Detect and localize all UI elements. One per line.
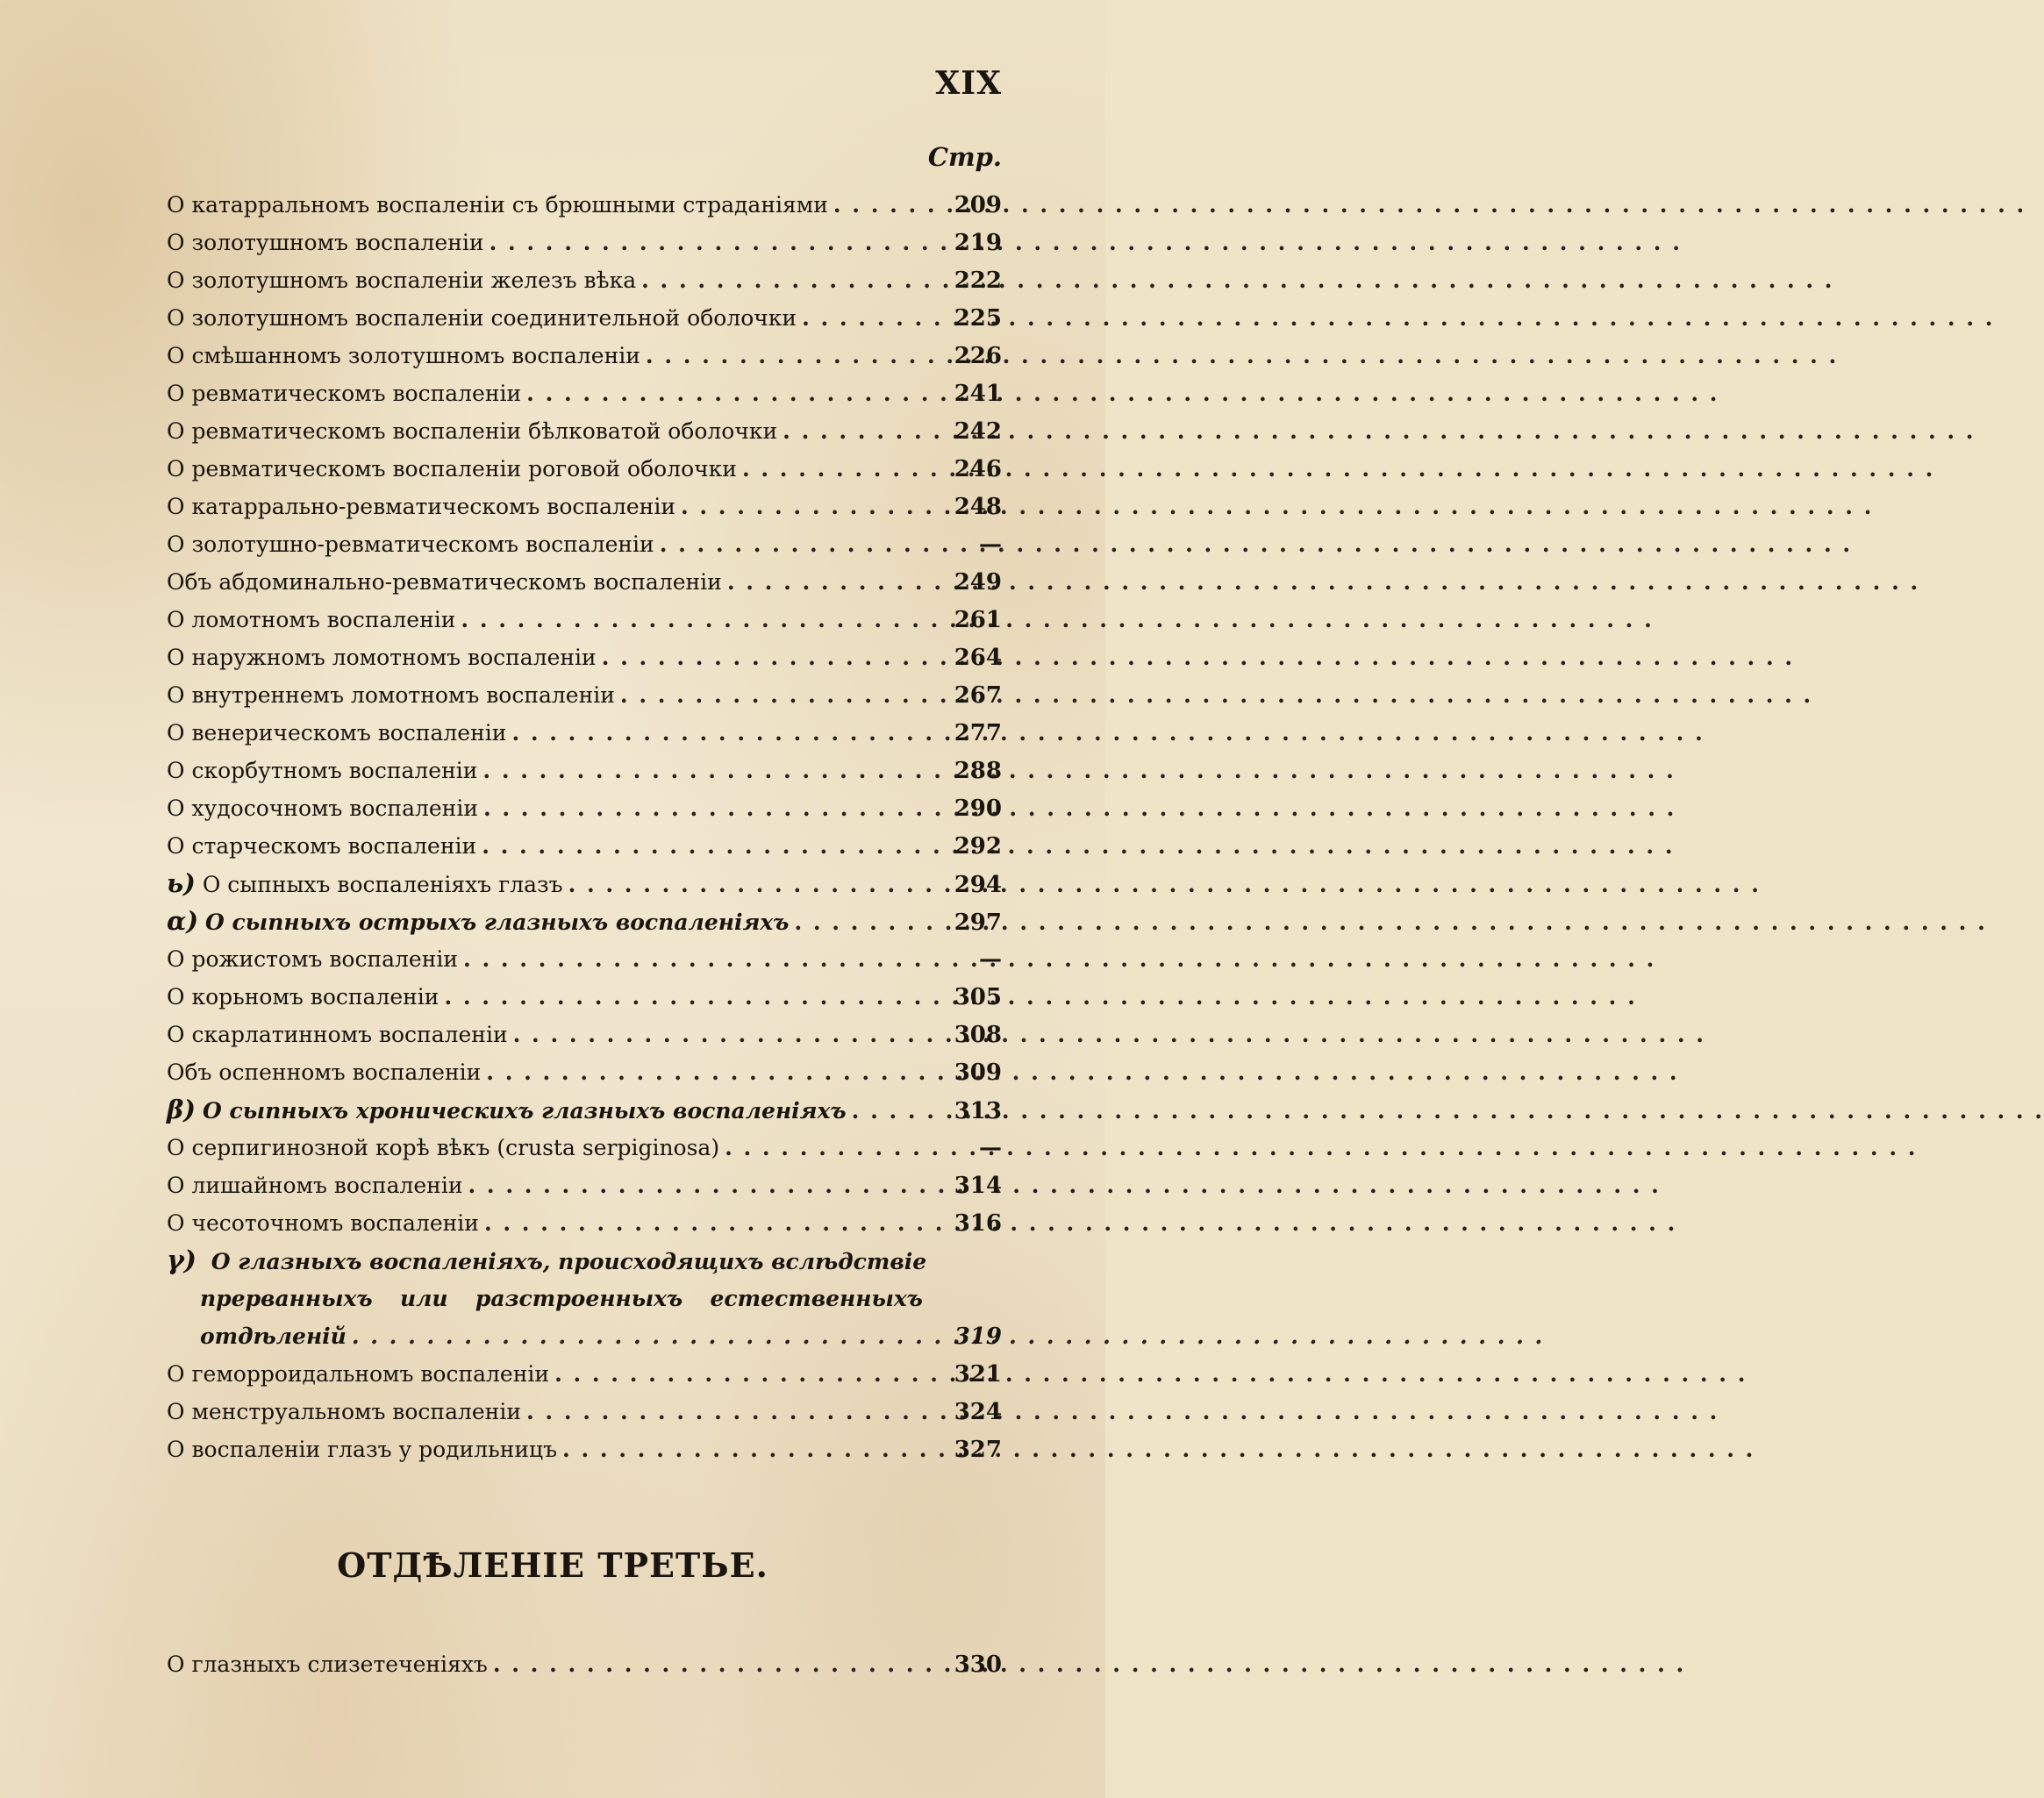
- dot-leader: [554, 1355, 944, 1393]
- entry-title: О ревматическомъ воспаленіи роговой оболочки: [167, 456, 737, 482]
- entry-page: 309: [954, 1060, 1002, 1086]
- entry-page: 246: [954, 456, 1002, 482]
- entry-title: О геморроидальномъ воспаленіи: [167, 1361, 550, 1387]
- dot-leader: [482, 827, 944, 865]
- entry-title: О сыпныхъ хроническихъ глазныхъ воспаленіяхъ: [202, 1098, 847, 1124]
- entry-page: 242: [954, 418, 1002, 445]
- entry-title: О худосочномъ воспаленіи: [167, 796, 478, 821]
- entry-word: разстроенныхъ: [475, 1286, 683, 1311]
- entry-title: О смѣшанномъ золотушномъ воспаленіи: [167, 343, 640, 368]
- dot-leader: [783, 412, 944, 450]
- dot-leader: [486, 1053, 944, 1091]
- entry-marker: γ): [167, 1245, 197, 1276]
- dot-leader: [483, 789, 944, 827]
- toc-entry: [167, 1431, 1002, 1468]
- entry-page: 327: [954, 1437, 1002, 1463]
- toc-entry: [167, 337, 1002, 375]
- toc-entry: [167, 563, 1002, 601]
- entry-page: 324: [954, 1399, 1002, 1425]
- toc-entry: [167, 601, 1002, 639]
- entry-page: 249: [954, 569, 1002, 596]
- dot-leader: [727, 563, 944, 601]
- toc-entry: [167, 978, 1002, 1016]
- entry-title-line: О глазныхъ воспаленіяхъ, происходящихъ вслѣдствіе: [211, 1249, 927, 1274]
- entry-title: О скорбутномъ воспаленіи: [167, 758, 478, 783]
- toc-entry: [167, 186, 1002, 224]
- dot-leader: [681, 488, 944, 525]
- toc-entry: [167, 488, 1002, 525]
- toc-entry: [167, 1355, 1002, 1393]
- entry-title: О наружномъ ломотномъ воспаленіи: [167, 645, 597, 670]
- entry-title: О корьномъ воспаленіи: [167, 984, 440, 1010]
- dot-leader: [802, 299, 944, 337]
- dot-leader: [742, 450, 944, 488]
- entry-title: отдѣленій: [200, 1324, 347, 1349]
- dot-leader: [468, 1167, 945, 1204]
- entry-page: 226: [954, 343, 1002, 369]
- toc-entry: [167, 1053, 1002, 1091]
- entry-page: 267: [954, 682, 1002, 709]
- table-of-contents: [167, 186, 1002, 1468]
- entry-page: —: [979, 1135, 1002, 1161]
- entry-title: О катаррально-ревматическомъ воспаленіи: [167, 494, 675, 519]
- dot-leader: [463, 940, 944, 978]
- toc-entry: [167, 1016, 1002, 1053]
- entry-title: О катарральномъ воспаленіи съ брюшными страданіями: [167, 192, 828, 218]
- dot-leader: [493, 1645, 944, 1683]
- entry-marker: α): [167, 906, 199, 936]
- entry-page: 290: [954, 796, 1002, 822]
- dot-leader: [484, 1204, 944, 1242]
- entry-page: 297: [954, 910, 1002, 936]
- dot-leader: [641, 261, 944, 299]
- dot-leader: [794, 903, 944, 941]
- entry-page: 321: [954, 1361, 1002, 1388]
- entry-page: 294: [954, 872, 1002, 898]
- entry-title: О золотушномъ воспаленіи: [167, 230, 484, 255]
- toc-entry: [167, 299, 1002, 337]
- entry-title: О глазныхъ слизетеченіяхъ: [167, 1652, 488, 1677]
- dot-leader: [511, 714, 944, 752]
- entry-page: 222: [954, 268, 1002, 294]
- dot-leader: [646, 337, 944, 375]
- entry-page: 319: [954, 1324, 1002, 1350]
- toc-entry: [167, 1167, 1002, 1204]
- dot-leader: [444, 978, 944, 1016]
- entry-page: 264: [954, 645, 1002, 671]
- toc-entry: [167, 639, 1002, 676]
- toc-entry: [167, 525, 1002, 563]
- dot-leader: [482, 752, 944, 789]
- entry-word: или: [399, 1286, 448, 1311]
- entry-page: 313: [954, 1098, 1002, 1124]
- toc-entry: [167, 1393, 1002, 1431]
- dot-leader: [526, 1393, 944, 1431]
- dot-leader: [562, 1431, 944, 1468]
- entry-page: 277: [954, 720, 1002, 746]
- entry-title: О воспаленіи глазъ у родильницъ: [167, 1437, 558, 1462]
- dot-leader: [568, 866, 944, 903]
- entry-title: О рожистомъ воспаленіи: [167, 946, 459, 972]
- entry-title: О серпигинозной корѣ вѣкъ (crusta serpiginosa): [167, 1135, 720, 1160]
- entry-title: О ломотномъ воспаленіи: [167, 607, 456, 632]
- entry-title: О лишайномъ воспаленіи: [167, 1173, 463, 1198]
- entry-title: О внутреннемъ ломотномъ воспаленіи: [167, 682, 615, 708]
- entry-page: —: [979, 946, 1002, 973]
- entry-page: 241: [954, 381, 1002, 407]
- toc-entries-after: [167, 1355, 1002, 1468]
- section-entries: [167, 1645, 1002, 1683]
- entry-title: О золотушно-ревматическомъ воспаленіи: [167, 532, 654, 557]
- section-heading: ОТДѢЛЕНІЕ ТРЕТЬЕ.: [337, 1545, 768, 1585]
- entry-page: 288: [954, 758, 1002, 784]
- entry-title: О венерическомъ воспаленіи: [167, 720, 507, 746]
- toc-entry: [167, 714, 1002, 752]
- page-number: XIX: [935, 65, 1002, 102]
- entry-title: О золотушномъ воспаленіи железъ вѣка: [167, 268, 637, 293]
- toc-entry: [167, 450, 1002, 488]
- entry-word: естественныхъ: [710, 1286, 923, 1311]
- toc-entry: [167, 1204, 1002, 1242]
- entry-title: О чесоточномъ воспаленіи: [167, 1210, 479, 1236]
- entry-page: 316: [954, 1210, 1002, 1237]
- entry-title: О ревматическомъ воспаленіи: [167, 381, 522, 406]
- entry-title: О старческомъ воспаленіи: [167, 833, 477, 859]
- toc-entry: [167, 940, 1002, 978]
- entry-marker: β): [167, 1095, 196, 1124]
- toc-entry: [167, 412, 1002, 450]
- entry-title: О скарлатинномъ воспаленіи: [167, 1022, 508, 1047]
- page-column-header: Стр.: [927, 142, 1002, 172]
- toc-entry: [167, 676, 1002, 714]
- toc-entry: [167, 224, 1002, 261]
- gamma-line-3: [167, 1317, 1002, 1355]
- dot-leader: [620, 676, 944, 714]
- toc-entry: [167, 865, 1002, 903]
- entry-page: 219: [954, 230, 1002, 256]
- toc-entry-gamma: [167, 1242, 1002, 1355]
- dot-leader: [602, 639, 944, 676]
- entry-page: 225: [954, 305, 1002, 332]
- entry-page: 261: [954, 607, 1002, 633]
- dot-leader: [833, 186, 944, 224]
- entry-word: прерванныхъ: [200, 1286, 373, 1311]
- entry-page: —: [979, 532, 1002, 558]
- entry-page: 314: [954, 1173, 1002, 1199]
- entry-page: 248: [954, 494, 1002, 520]
- dot-leader: [490, 224, 944, 261]
- gamma-line-1: [167, 1242, 1002, 1280]
- entry-page: 292: [954, 833, 1002, 860]
- entry-page: 209: [954, 192, 1002, 218]
- toc-entries: [167, 186, 1002, 1242]
- gamma-line-2: [167, 1280, 1002, 1317]
- dot-leader: [660, 525, 944, 563]
- dot-leader: [852, 1092, 944, 1130]
- dot-leader: [513, 1016, 944, 1053]
- dot-leader: [352, 1317, 944, 1355]
- toc-entry: [167, 752, 1002, 789]
- dot-leader: [526, 375, 944, 412]
- toc-entry: [167, 261, 1002, 299]
- entry-marker: ь): [167, 868, 196, 898]
- entry-page: 305: [954, 984, 1002, 1010]
- toc-entry: [167, 1091, 1002, 1129]
- entry-page: 330: [954, 1652, 1002, 1678]
- toc-entry: [167, 375, 1002, 412]
- entry-title: О сыпныхъ воспаленіяхъ глазъ: [202, 872, 563, 897]
- dot-leader: [725, 1129, 944, 1167]
- toc-entry: [167, 789, 1002, 827]
- entry-title: Объ оспенномъ воспаленіи: [167, 1060, 482, 1085]
- dot-leader: [461, 601, 944, 639]
- entry-title: Объ абдоминально-ревматическомъ воспаленіи: [167, 569, 722, 595]
- entry-title: О сыпныхъ острыхъ глазныхъ воспаленіяхъ: [205, 910, 790, 935]
- entry-title: О менструальномъ воспаленіи: [167, 1399, 521, 1424]
- entry-title: О ревматическомъ воспаленіи бѣлковатой оболочки: [167, 418, 778, 444]
- toc-entry: [167, 1645, 1002, 1683]
- entry-page: 308: [954, 1022, 1002, 1048]
- toc-entry: [167, 1129, 1002, 1167]
- entry-title: О золотушномъ воспаленіи соединительной оболочки: [167, 305, 797, 331]
- toc-entry: [167, 827, 1002, 865]
- toc-entry: [167, 903, 1002, 940]
